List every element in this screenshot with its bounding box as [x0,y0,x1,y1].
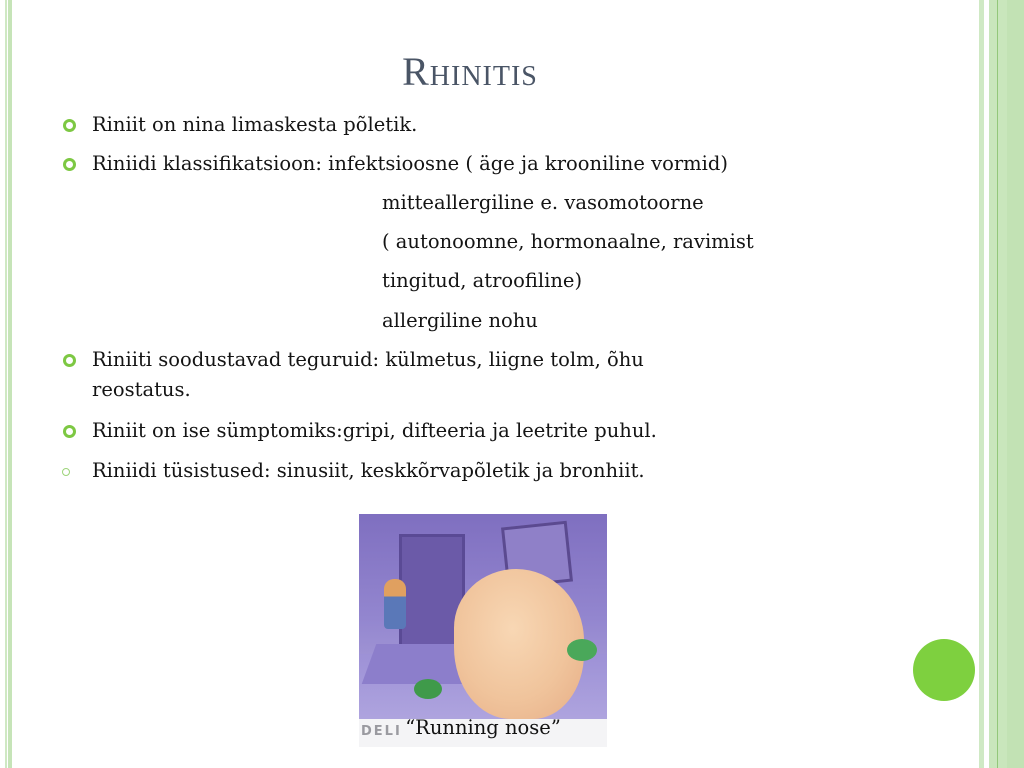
right-border-band-dark [1007,0,1024,768]
bullet-ring-icon [63,119,76,132]
left-border-stripe [5,0,7,768]
right-border-stripe [979,0,984,768]
illustration-sneaker [567,639,597,661]
bullet-item: Riniit on nina limaskesta põletik. [92,113,418,136]
bullet-ring-icon [63,354,76,367]
bullet-item: Riniit on ise sümptomiks:gripi, difteeria ja leetrite puhul. [92,419,657,442]
bullet-ring-icon [63,158,76,171]
bullet-continuation: ( autonoomne, hormonaalne, ravimist [382,230,754,253]
bullet-wrap-line: reostatus. [92,378,191,401]
bullet-item: Riniidi tüsistused: sinusiit, keskkõrvapõletik ja bronhiit. [92,459,645,482]
bullet-small-ring-icon [62,468,70,476]
illustration-girl [384,579,406,629]
decorative-green-circle [913,639,975,701]
bullet-ring-icon [63,425,76,438]
bullet-continuation: tingitud, atroofiline) [382,269,583,292]
illustration-sneaker [414,679,442,699]
bullet-continuation: mitteallergiline e. vasomotoorne [382,191,704,214]
slide-title: Rhinitis [402,49,538,94]
bullet-item: Riniidi klassifikatsioon: infektsioosne ( äge ja krooniline vormid) [92,152,728,175]
bullet-continuation: allergiline nohu [382,309,538,332]
image-watermark: DELI [361,724,402,739]
bullet-item: Riniiti soodustavad teguruid: külmetus, liigne tolm, õhu [92,348,644,371]
illustration-nose-character [454,569,584,719]
running-nose-illustration [359,514,607,747]
left-border-stripe [8,0,12,768]
right-border-line [997,0,998,768]
image-caption: “Running nose” [405,716,561,739]
